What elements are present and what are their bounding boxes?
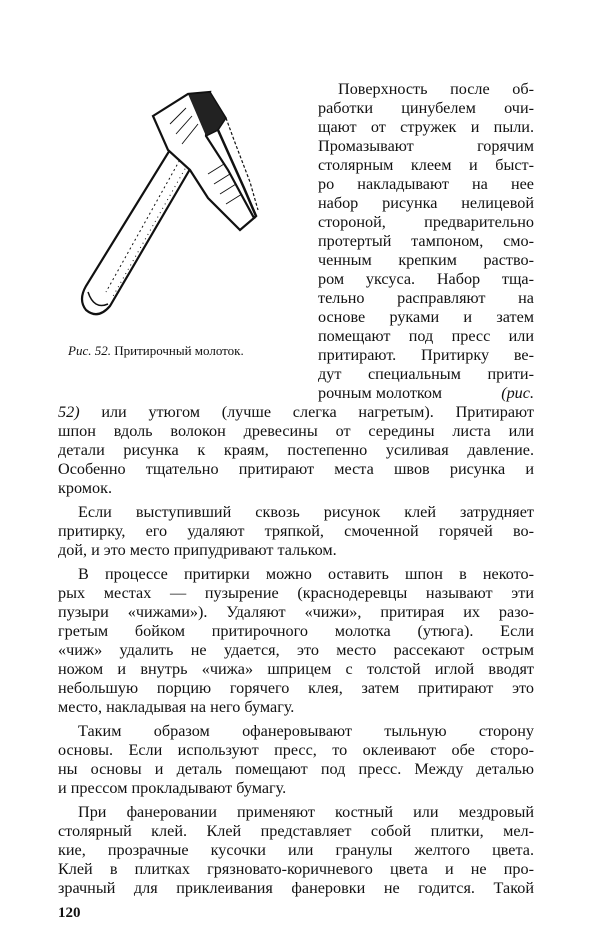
text-line: пузыри «чижами»). Удаляют «чижи», притирая их разо- xyxy=(58,603,534,621)
text-line: Особенно тщательно притирают места швов рисунка и xyxy=(58,460,534,478)
text-line: тельно расправляют на xyxy=(318,289,534,307)
text-line xyxy=(58,403,534,422)
figure-reference: (рис. xyxy=(501,384,534,402)
text-line: детали рисунка к краям, постепенно усиливая давление. xyxy=(58,441,534,459)
text-line: Поверхность после об- xyxy=(338,80,534,98)
text-line: работки цинубелем очи- xyxy=(318,99,534,117)
text-line: притирку, его удаляют тряпкой, смоченной горячей во- xyxy=(58,522,534,540)
text-line: ны основы и деталь помещают под пресс. Между деталью xyxy=(58,760,534,778)
text-line: При фанеровании применяют костный или мездровый xyxy=(78,803,534,821)
text-fragment: рочным молотком xyxy=(318,384,442,402)
text-line: зрачный для приклеивания фанеровки не годится. Такой xyxy=(58,879,534,897)
text-line: помещают под пресс или xyxy=(318,327,534,345)
text-line: щают от стружек и пыли. xyxy=(318,118,534,136)
text-line: ченным крепким раство- xyxy=(318,251,534,269)
text-line: основе руками и затем xyxy=(318,308,534,326)
caption-label: Рис. 52. xyxy=(68,343,111,358)
text-line: «чиж» удалить не удается, это место рассекают острым xyxy=(58,641,534,659)
text-line: основы. Если используют пресс, то оклеивают обе сторо- xyxy=(58,741,534,759)
text-line: гретым бойком притирочного молотка (утюга). Если xyxy=(58,622,534,640)
text-line: протертый тампоном, смо- xyxy=(318,232,534,250)
text-line: небольшую порцию горячего клея, затем притирают это xyxy=(58,679,534,697)
figure-reference: 52) xyxy=(58,403,80,421)
text-line xyxy=(318,384,534,403)
text-line: дут специальным прити- xyxy=(318,365,534,383)
text-line: столярный клей. Клей представляет собой плитки, мел- xyxy=(58,822,534,840)
page-number: 120 xyxy=(58,905,81,921)
text-line: набор рисунка нелицевой xyxy=(318,194,534,212)
text-line: дой, и это место припудривают тальком. xyxy=(58,541,337,559)
text-line: и прессом прокладывают бумагу. xyxy=(58,779,287,797)
text-line: шпон вдоль волокон древесины от середины листа или xyxy=(58,422,534,440)
text-line: кие, прозрачные кусочки или гранулы желтого цвета. xyxy=(58,841,534,859)
text-line: ром уксуса. Набор тща- xyxy=(318,270,534,288)
text-line: Если выступивший сквозь рисунок клей затрудняет xyxy=(78,503,534,521)
text-line: кромок. xyxy=(58,479,112,497)
text-line: место, накладывая на него бумагу. xyxy=(58,698,295,716)
text-line: рых местах — пузырение (краснодеревцы называют эти xyxy=(58,584,534,602)
text-line: Клей в плитках грязновато-коричневого цвета и не про- xyxy=(58,860,534,878)
text-line: ро накладывают на нее xyxy=(318,175,534,193)
text-line: ножом и внутрь «чижа» шприцем с толстой иглой вводят xyxy=(58,660,534,678)
text-line: столярным клеем и быст- xyxy=(318,156,534,174)
text-line: стороной, предварительно xyxy=(318,213,534,231)
text-line: Таким образом офанеровывают тыльную сторону xyxy=(78,722,534,740)
text-line: притирают. Притирку ве- xyxy=(318,346,534,364)
text-line: В процессе притирки можно оставить шпон в некото- xyxy=(78,565,534,583)
text-line: Промазывают горячим xyxy=(318,137,534,155)
caption-text: Притирочный молоток. xyxy=(110,343,244,358)
text-fragment: или утюгом (лучше слегка нагретым). Притирают xyxy=(79,403,534,421)
